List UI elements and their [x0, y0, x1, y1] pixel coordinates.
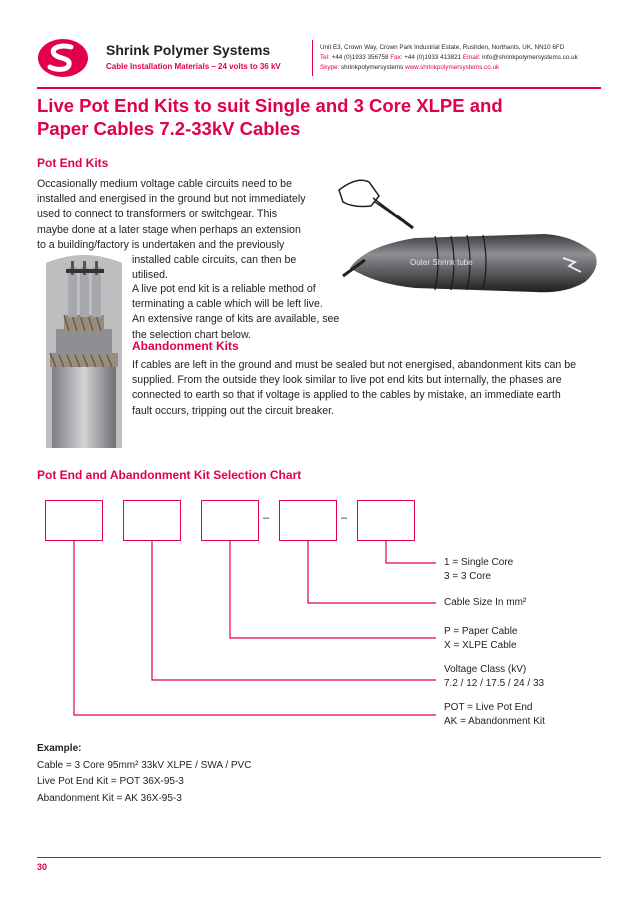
address: Unit E3, Crown Way, Crown Park Industrial Estate, Rushden, Northants, UK, NN10 6FD	[320, 44, 565, 51]
legend-line: P = Paper Cable	[444, 626, 518, 637]
legend-line: 3 = 3 Core	[444, 571, 491, 582]
example-block	[37, 741, 251, 807]
email-label: Email:	[462, 54, 481, 61]
title-line-2: Paper Cables 7.2-33kV Cables	[37, 118, 301, 139]
legend-cores	[444, 556, 513, 584]
legend-line: X = XLPE Cable	[444, 640, 517, 651]
legend-line: POT = Live Pot End	[444, 702, 533, 713]
text-line: to a building/factory is undertaken and the previously	[37, 238, 285, 251]
email-value[interactable]: info@shrinkpolymersystems.co.uk	[482, 54, 578, 61]
legend-line: 7.2 / 12 / 17.5 / 24 / 33	[444, 678, 545, 689]
text-line: installed cable circuits, can then be	[132, 254, 297, 266]
text-line: used to connect to transformers or switchgear. This	[37, 208, 278, 221]
example-line: Abandonment Kit = AK 36X-95-3	[37, 792, 182, 804]
fax-value: +44 (0)1933 413821	[404, 54, 462, 61]
website-link[interactable]: www.shrinkpolymersystems.co.uk	[405, 64, 500, 71]
company-name: Shrink Polymer Systems	[106, 42, 271, 58]
text-line: fault occurs, tripping out the circuit breaker.	[132, 404, 334, 417]
text-line: Occasionally medium voltage cable circuits need to be	[37, 178, 292, 190]
text-line: If cables are left in the ground and must be sealed but not energised, abandonment kits can be	[132, 359, 577, 371]
dash-separator: –	[341, 512, 348, 524]
legend-line: 1 = Single Core	[444, 557, 514, 568]
dash-separator: –	[263, 512, 270, 524]
page-number: 30	[37, 862, 48, 872]
legend-line: AK = Abandonment Kit	[444, 716, 545, 727]
legend-line: Voltage Class (kV)	[444, 664, 527, 675]
text-line: A live pot end kit is a reliable method of	[132, 283, 316, 295]
selection-chart-heading: Pot End and Abandonment Kit Selection Chart	[37, 468, 302, 482]
abandonment-kits-heading: Abandonment Kits	[132, 339, 239, 353]
fax-label: Fax:	[390, 54, 403, 61]
outer-shrink-tube-label: Outer Shrink tube	[410, 258, 473, 267]
legend-line: Cable Size In mm²	[444, 597, 527, 608]
example-heading: Example:	[37, 743, 82, 754]
text-line: utilised.	[132, 269, 168, 282]
text-line: terminating a cable which will be left live.	[132, 298, 323, 311]
text-line: the selection chart below.	[132, 328, 251, 341]
legend-cable-size	[444, 596, 526, 610]
tel-value: +44 (0)1933 356758	[331, 54, 389, 61]
title-line-1: Live Pot End Kits to suit Single and 3 Core XLPE and	[37, 95, 503, 116]
text-line: An extensive range of kits are available, see	[132, 313, 340, 326]
example-line: Cable = 3 Core 95mm² 33kV XLPE / SWA / PVC	[37, 759, 252, 771]
example-line: Live Pot End Kit = POT 36X-95-3	[37, 776, 184, 787]
skype-label: Skype:	[320, 64, 340, 71]
skype-value: shrinkpolymersystems	[341, 64, 404, 71]
text-line: supplied. From the outside they look similar to live pot end kits but internally, the phases are	[132, 374, 562, 387]
text-line: connected to earth so that if voltage is applied to the cables by mistake, an immediate earth	[132, 389, 561, 402]
legend-cable-type	[444, 625, 517, 653]
legend-kit-type	[444, 701, 545, 729]
text-line: installed and energised in the ground but not immediately	[37, 193, 306, 206]
pot-end-kits-heading: Pot End Kits	[37, 156, 109, 170]
legend-voltage-class	[444, 663, 544, 691]
text-line: maybe done at a later stage when perhaps an extension	[37, 223, 301, 236]
footer-rule	[37, 857, 601, 858]
company-tagline: Cable Installation Materials – 24 volts to 36 kV	[106, 62, 281, 71]
tel-label: Tel:	[320, 54, 330, 61]
